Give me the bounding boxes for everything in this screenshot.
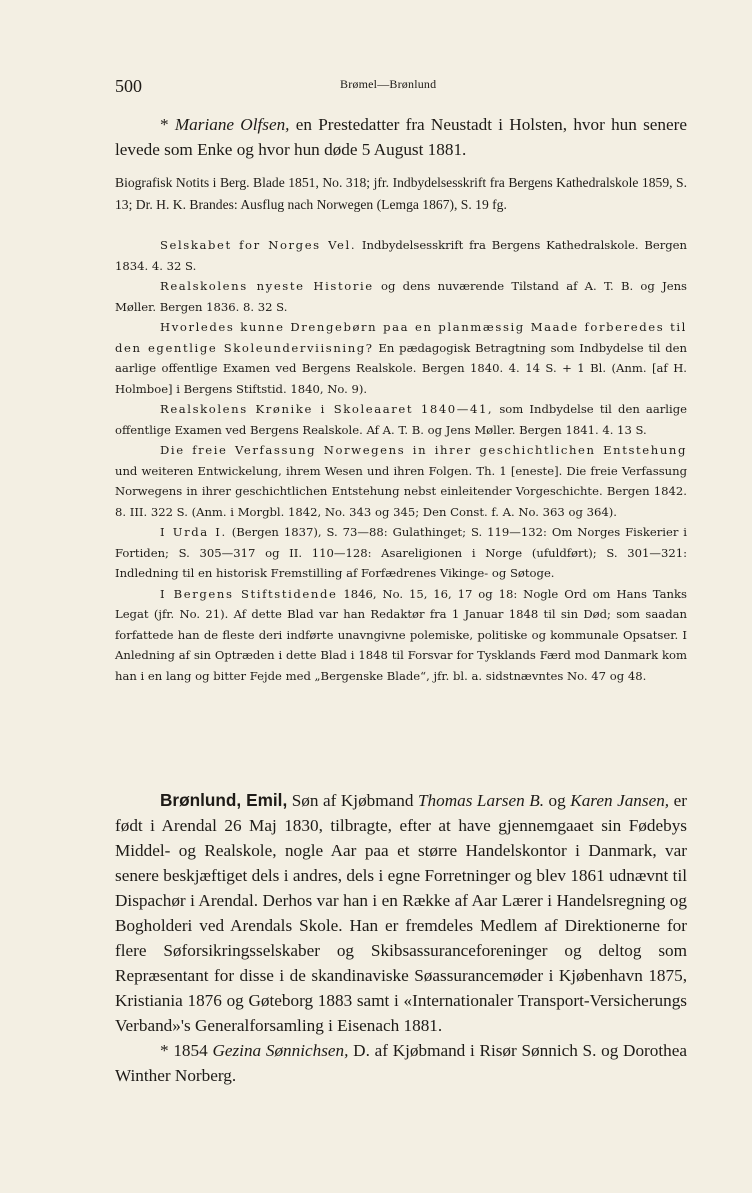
- olsen-sources: Biografisk Notits i Berg. Blade 1851, No. 318; jfr. Indbydelsesskrift fra Bergens Kathedralskole 1859, S. 13; Dr. H. K. Brandes: Ausflug nach Norwegen (Lemga 1867), S. 19 fg.: [115, 175, 687, 212]
- olsen-text: en Prestedatter fra Neustadt i Holsten, hvor hun senere levede som Enke og hvor hun døde 5 August 1881.: [115, 115, 688, 159]
- work-title: I Urda I.: [160, 525, 227, 539]
- bronlund-text-2: og: [544, 791, 571, 810]
- work-title: Hvorledes kunne Drengebørn paa en planmæssig Maade forberedes til den egentlige Skoleunderviisning?: [115, 320, 687, 355]
- work-title: I Bergens Stiftstidende: [160, 586, 338, 601]
- work-entry: [115, 235, 687, 276]
- olsen-entry: [115, 112, 687, 216]
- birth-star: *: [160, 115, 175, 134]
- running-head: Brømel—Brønlund: [340, 77, 437, 91]
- work-details: (Bergen 1837), S. 73—88: Gulathinget; S. 119—132: Om Norges Fiskerier i Fortiden; S. 305—317 og II. 110—128: Asareligionen i Norge (ufuldført); S. 301—321: Indledning til en historisk Fremstilling af Forfædrenes Vikinge- og Søtoge.: [115, 525, 687, 580]
- page-number: 500: [115, 76, 142, 96]
- work-entry: [115, 276, 687, 317]
- bronlund-paragraph: [115, 788, 687, 1038]
- work-title: Realskolens nyeste Historie: [160, 279, 374, 293]
- work-entry: [115, 522, 687, 584]
- work-title: Realskolens Krønike i Skoleaaret 1840—41,: [160, 402, 494, 416]
- spouse-paragraph: [115, 1038, 687, 1088]
- work-entry: [115, 399, 687, 440]
- spouse-text: D. af Kjøbmand i Risør Sønnich S. og Dorothea Winther Norberg.: [115, 1041, 687, 1085]
- father-name: Thomas Larsen B.: [417, 791, 544, 810]
- entry-headword: Brønlund, Emil,: [160, 790, 288, 810]
- work-details: und weiteren Entwickelung, ihrem Wesen und ihren Folgen. Th. 1 [eneste]. Die freie Verfassung Norwegens in ihrer geschichtlichen Entstehung nebst einleitender Vorgeschichte. Bergen 1842. 8. III. 322 S. (Anm. i Morgbl. 1842, No. 343 og 345; Den Const. f. A. No. 363 og 364).: [115, 463, 687, 519]
- work-title: Die freie Verfassung Norwegens in ihrer geschichtlichen Entstehung: [160, 443, 687, 457]
- olsen-paragraph: [115, 112, 687, 162]
- work-entry: [115, 440, 687, 522]
- bronlund-entry: [115, 788, 687, 1088]
- work-entry: [115, 584, 687, 687]
- work-details: og dens nuværende Tilstand af A. T. B. og Jens Møller. Bergen 1836. 8. 32 S.: [115, 279, 687, 314]
- spouse-name: Mariane Olfsen,: [174, 115, 290, 134]
- work-title: Selskabet for Norges Vel.: [160, 238, 357, 252]
- bronlund-text-1: Søn af Kjøbmand: [287, 791, 418, 810]
- work-details: som Indbydelse til den aarlige offentlige Examen ved Bergens Realskole. Af A. T. B. og Jens Møller. Bergen 1841. 4. 13 S.: [115, 402, 687, 437]
- spouse-star-year: * 1854: [160, 1041, 213, 1060]
- spouse-name: Gezina Sønnichsen,: [212, 1041, 349, 1060]
- work-details: 1846, No. 15, 16, 17 og 18: Nogle Ord om Hans Tanks Legat (jfr. No. 21). Af dette Blad var han Redaktør fra 1 Januar 1848 til sin Død; som saadan forfattede han de fleste deri indførte unavngivne polemiske, politiske og kommunale Opsatser. I Anledning af sin Optræden i dette Blad i 1848 til Forsvar for Tysklands Færd mod Danmark kom han i en lang og bitter Fejde med „Bergenske Blade“, jfr. bl. a. sidstnævntes No. 47 og 48.: [115, 586, 687, 683]
- work-details: En pædagogisk Betragtning som Indbydelse til den aarlige offentlige Examen ved Bergens Realskole. Bergen 1840. 4. 14 S. + 1 Bl. (Anm. [af H. Holmboe] i Bergens Stiftstid. 1840, No. 9).: [115, 340, 687, 396]
- work-entry: [115, 317, 687, 399]
- mother-name: Karen Jansen,: [570, 791, 670, 810]
- bronlund-text-3: er født i Arendal 26 Maj 1830, tilbragte, efter at have gjennemgaaet sin Fødebys Middel- og Realskole, nogle Aar paa et større Handelskontor i Danmark, var senere beskjæftiget dels i andres, dels i egne Forretninger og blev 1861 udnævnt til Dispachør i Arendal. Derhos var han i en Række af Aar Lærer i Handelsregning og Bogholderi ved Arendals Skole. Han er fremdeles Medlem af Direktionerne for flere Søforsikringsselskaber og Skibsassuranceforeninger og deltog som Repræsentant for disse i de skandinaviske Søassurancemøder i Kjøbenhavn 1875, Kristiania 1876 og Gøteborg 1883 samt i «Internationaler Transport-Versicherungs Verband»'s Generalforsamling i Eisenach 1881.: [115, 791, 687, 1035]
- work-details: Indbydelsesskrift fra Bergens Kathedralskole. Bergen 1834. 4. 32 S.: [115, 238, 688, 273]
- works-list: [115, 235, 687, 686]
- page-header: [115, 76, 685, 98]
